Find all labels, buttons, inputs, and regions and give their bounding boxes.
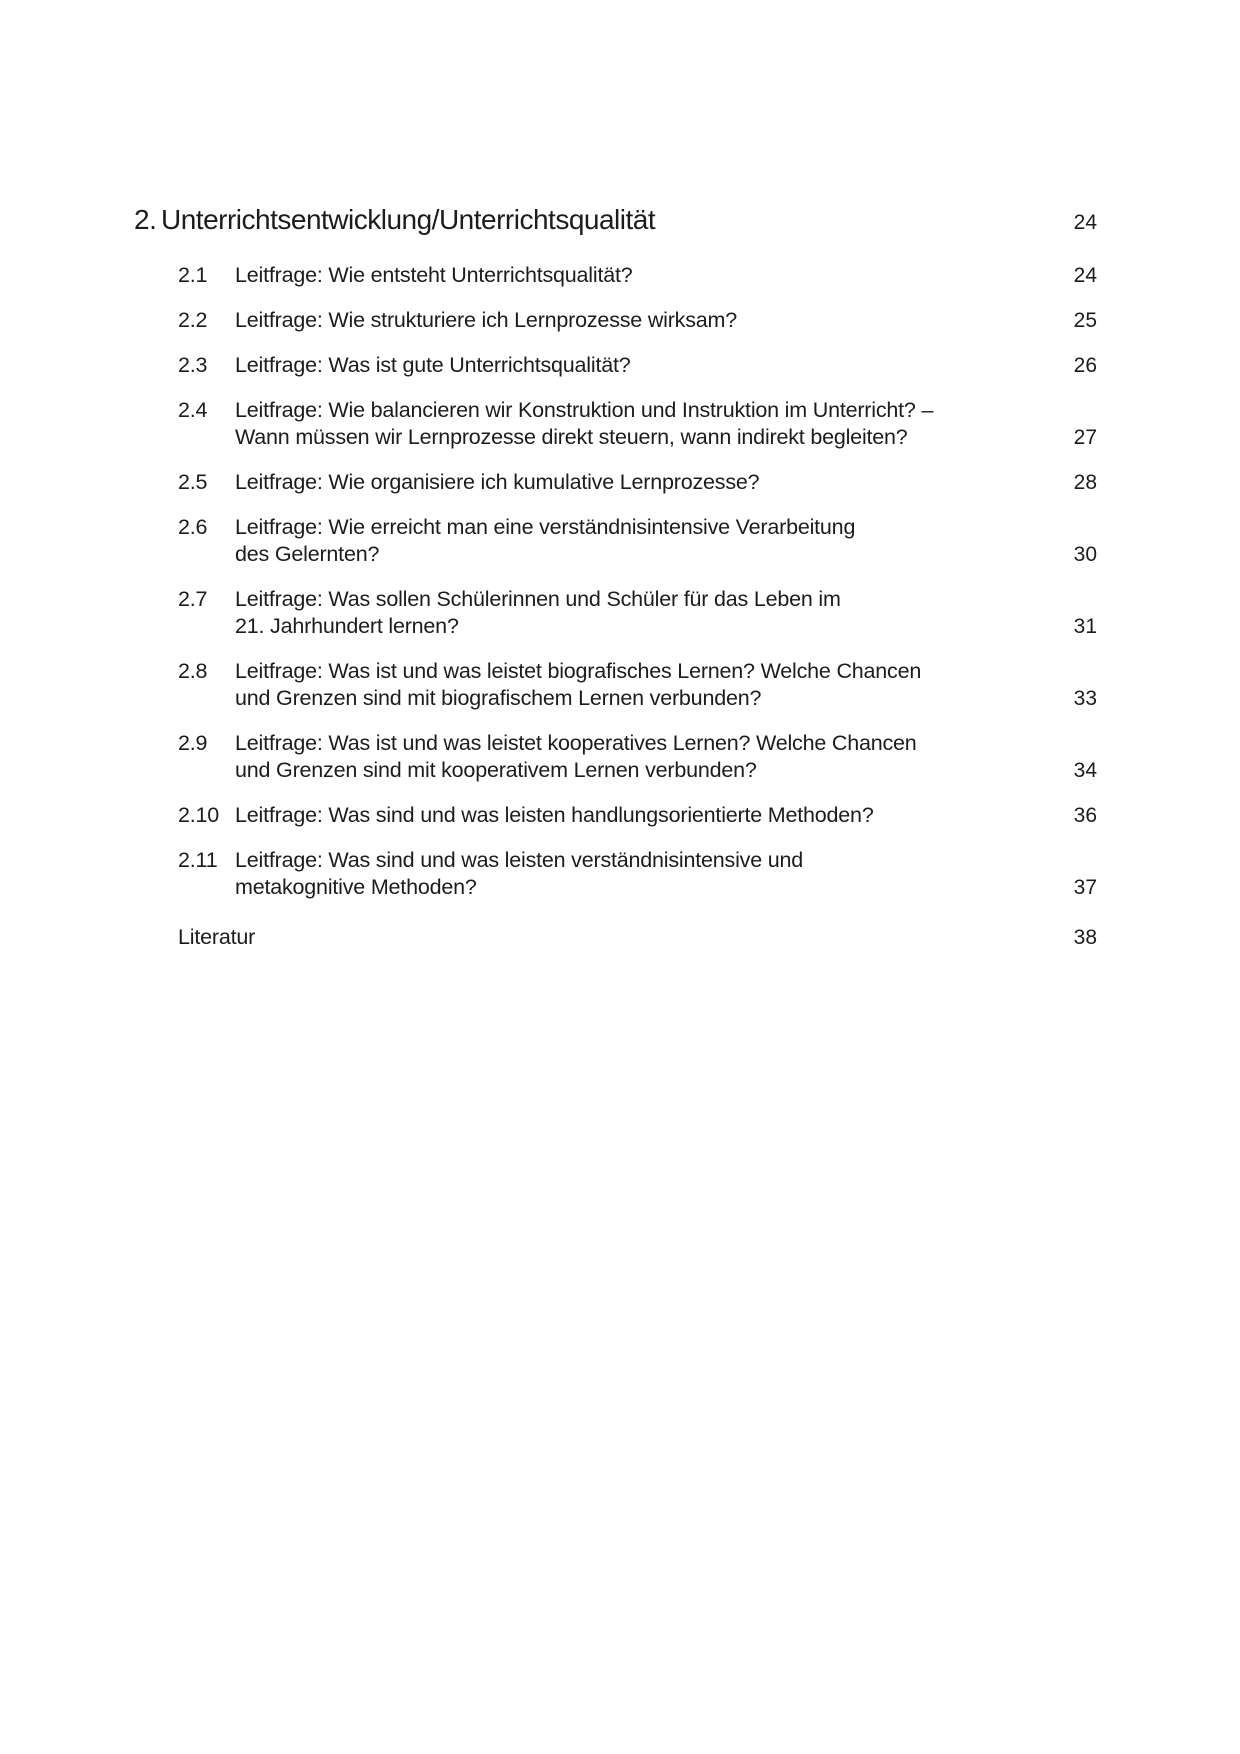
entry-number: 2.1 (178, 263, 208, 287)
chapter-page-number: 24 (1073, 211, 1097, 234)
toc-entry[interactable] (178, 586, 1097, 640)
toc-entry[interactable] (178, 307, 1097, 334)
entry-title: Leitfrage: Wie erreicht man eine verständnisintensive Verarbeitung des Gelernten? (235, 515, 856, 566)
entry-number: 2.9 (178, 731, 208, 755)
toc-entry[interactable] (178, 802, 1097, 829)
entry-title: Leitfrage: Was ist und was leistet biografisches Lernen? Welche Chancen und Grenzen sind mit biografischem Lernen verbunden? (235, 659, 922, 710)
entry-number: 2.3 (178, 353, 208, 377)
entry-page-number: 26 (1073, 354, 1097, 377)
entry-page-number: 33 (1073, 687, 1097, 710)
entry-title: Leitfrage: Wie strukturiere ich Lernprozesse wirksam? (235, 308, 738, 332)
entry-title: Leitfrage: Wie entsteht Unterrichtsqualität? (235, 263, 633, 287)
entry-number: 2.4 (178, 398, 208, 422)
entry-page-number: 24 (1073, 264, 1097, 287)
chapter-number: 2. (134, 204, 157, 235)
toc-entry-literatur[interactable] (178, 924, 1097, 951)
entry-number: 2.7 (178, 587, 208, 611)
toc-entry-list (134, 262, 1097, 901)
entry-number: 2.5 (178, 470, 208, 494)
toc-entry[interactable] (178, 847, 1097, 901)
entry-page-number: 34 (1073, 759, 1097, 782)
entry-number: 2.6 (178, 515, 208, 539)
toc-entry[interactable] (178, 730, 1097, 784)
entry-page-number: 36 (1073, 804, 1097, 827)
entry-page-number: 27 (1073, 426, 1097, 449)
toc-entry[interactable] (178, 262, 1097, 289)
entry-page-number: 28 (1073, 471, 1097, 494)
toc-entry[interactable] (178, 469, 1097, 496)
entry-page-number: 25 (1073, 309, 1097, 332)
table-of-contents (134, 204, 1097, 951)
toc-entry[interactable] (178, 514, 1097, 568)
entry-title: Leitfrage: Wie balancieren wir Konstruktion und Instruktion im Unterricht? – Wann müssen wir Lernprozesse direkt steuern, wann indirekt begleiten? (235, 398, 934, 449)
toc-entry[interactable] (178, 397, 1097, 451)
entry-title: Leitfrage: Was sind und was leisten verständnisintensive und metakognitive Methoden? (235, 848, 804, 899)
chapter-title: Unterrichtsentwicklung/Unterrichtsqualität (161, 204, 656, 235)
entry-page-number: 30 (1073, 543, 1097, 566)
entry-number: 2.11 (178, 848, 218, 872)
literatur-label: Literatur (178, 925, 256, 949)
entry-number: 2.10 (178, 803, 220, 827)
entry-page-number: 37 (1073, 876, 1097, 899)
toc-entry[interactable] (178, 658, 1097, 712)
entry-title: Leitfrage: Wie organisiere ich kumulative Lernprozesse? (235, 470, 760, 494)
entry-page-number: 31 (1073, 615, 1097, 638)
entry-number: 2.2 (178, 308, 208, 332)
literatur-page-number: 38 (1073, 926, 1097, 949)
entry-number: 2.8 (178, 659, 208, 683)
entry-title: Leitfrage: Was sind und was leisten handlungsorientierte Methoden? (235, 803, 874, 827)
entry-title: Leitfrage: Was ist gute Unterrichtsqualität? (235, 353, 631, 377)
toc-chapter-heading[interactable] (134, 204, 1097, 239)
entry-title: Leitfrage: Was sollen Schülerinnen und Schüler für das Leben im 21. Jahrhundert lernen? (235, 587, 841, 638)
toc-entry[interactable] (178, 352, 1097, 379)
entry-title: Leitfrage: Was ist und was leistet kooperatives Lernen? Welche Chancen und Grenzen sind mit kooperativem Lernen verbunden? (235, 731, 917, 782)
